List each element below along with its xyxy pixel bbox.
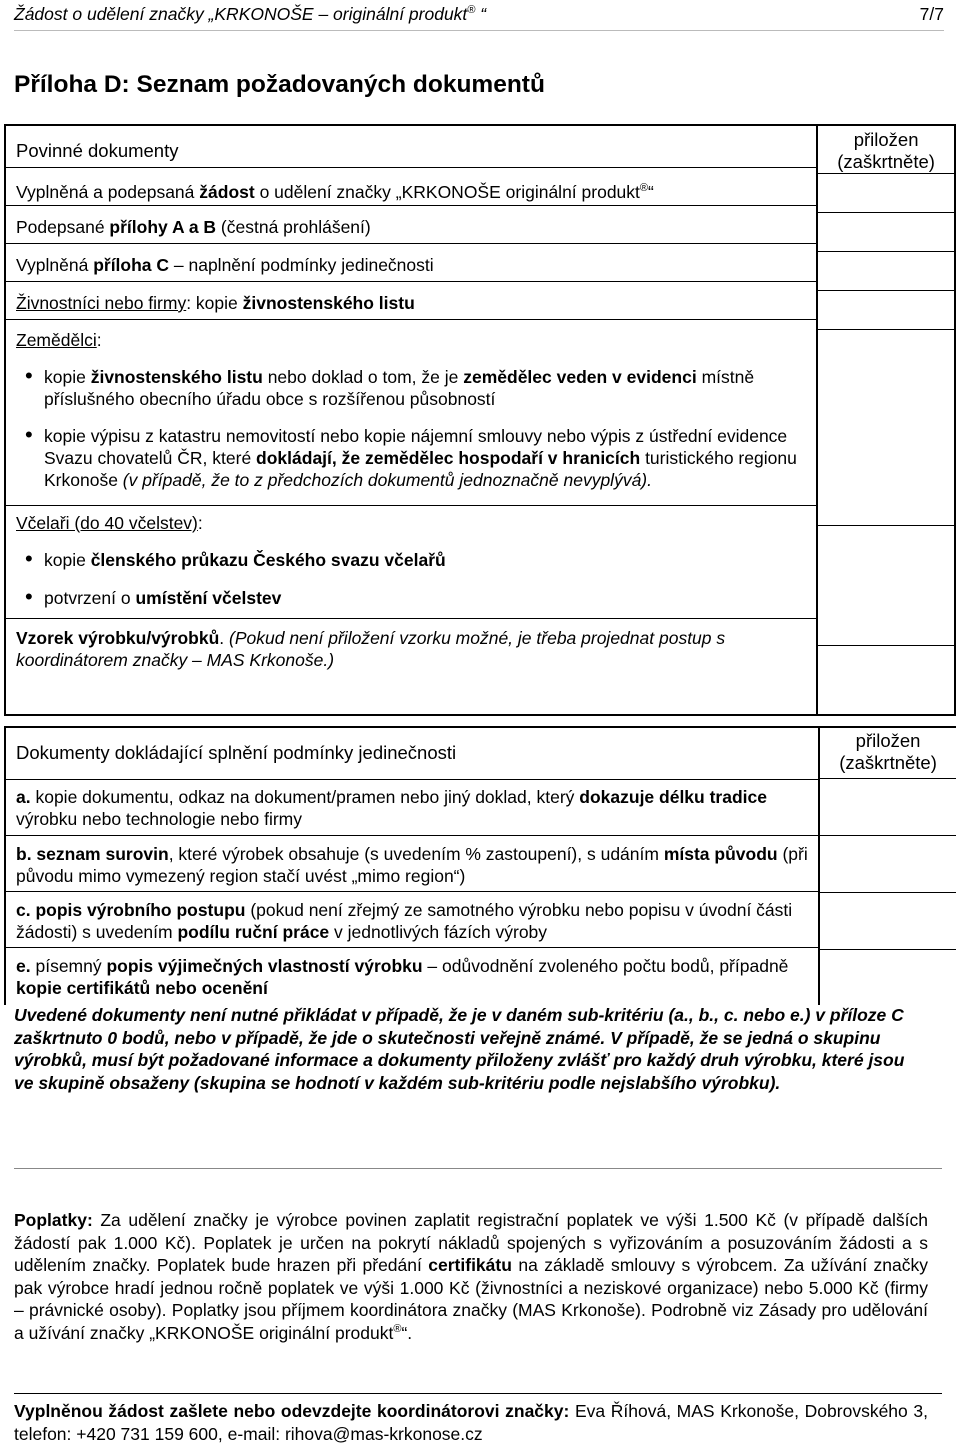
uniqueness-row: c. popis výrobního postupu (pokud není zřejmý ze samotného výrobku nebo popisu v úvodní části žádosti) s uvedením podílu ruční práce v jednotlivých fázích výroby xyxy=(6,892,818,948)
divider xyxy=(14,1168,942,1169)
note-paragraph: Uvedené dokumenty není nutné přikládat v případě, že je v daném sub-kritériu (a., b., c. nebo e.) v příloze C zaškrtnuto 0 bodů, nebo v případě, že jde o skutečnosti veřejně známé. V případě, že se jedná o skupinu výrobků, musí být požadované informace a dokumenty přiloženy zvlášť pro každý druh výrobku, které jsou ve skupině obsaženy (skupina se hodnotí v každém sub-kritériu podle nejslabšího výrobku). xyxy=(14,1005,905,1093)
mandatory-row: Živnostníci nebo firmy: kopie živnostenského listu xyxy=(6,282,816,320)
checkbox-cell[interactable] xyxy=(818,291,954,330)
uniqueness-documents-table xyxy=(4,726,956,1005)
check-instruction: (zaškrtněte) xyxy=(837,151,935,172)
uniqueness-list xyxy=(5,727,819,1005)
contact-paragraph: Vyplněnou žádost zašlete nebo odevzdejte koordinátorovi značky: Eva Říhová, MAS Krkonoše, Dobrovského 3, telefon: +420 731 159 600, e-mail: rihova@mas-krkonose.cz xyxy=(14,1401,928,1444)
page-header xyxy=(14,0,944,31)
attached-header xyxy=(818,126,954,174)
mandatory-list xyxy=(5,125,817,715)
uniqueness-row: a. kopie dokumentu, odkaz na dokument/pramen nebo jiný doklad, který dokazuje délku tradice výrobku nebo technologie nebo firmy xyxy=(6,780,818,836)
list-item: • kopie živnostenského listu nebo doklad o tom, že je zemědělec veden v evidenci místně příslušného obecního úřadu obce s rozšířenou působností xyxy=(16,366,806,410)
beekeepers-label: Včelaři (do 40 včelstev): xyxy=(16,513,203,533)
checkbox-cell[interactable] xyxy=(820,893,956,950)
mandatory-row: Podepsané přílohy A a B (čestná prohlášení) xyxy=(6,206,816,244)
farmers-section xyxy=(6,320,816,506)
uniqueness-row: e. písemný popis výjimečných vlastností výrobku – odůvodnění zvoleného počtu bodů, případně kopie certifikátů nebo ocenění xyxy=(16,956,789,998)
checkbox-cell[interactable] xyxy=(820,836,956,893)
mandatory-heading: Povinné dokumenty xyxy=(6,126,816,168)
checkbox-cell[interactable] xyxy=(818,213,954,252)
attached-label: přiložen xyxy=(855,730,921,751)
divider xyxy=(14,1393,942,1394)
beekeepers-section xyxy=(6,506,816,619)
checkbox-cell[interactable] xyxy=(818,646,954,714)
list-item: • kopie výpisu z katastru nemovitostí nebo kopie nájemní smlouvy nebo výpis z ústřední evidence Svazu chovatelů ČR, které dokládají, že zemědělec hospodaří v hranicích turistického regionu Krkonoše (v případě, že to z předchozích dokumentů jednoznačně nevyplývá). xyxy=(16,425,806,491)
annex-title: Příloha D: Seznam požadovaných dokumentů xyxy=(14,71,545,98)
uniqueness-row: b. seznam surovin, které výrobek obsahuje (s uvedením % zastoupení), s udáním místa původu (při původu mimo vymezený region stačí uvést „mimo region“) xyxy=(6,836,818,892)
attached-column xyxy=(819,727,956,1005)
checkbox-cell[interactable] xyxy=(818,252,954,291)
attached-header xyxy=(820,728,956,779)
fees-paragraph: Poplatky: Za udělení značky je výrobce povinen zaplatit registrační poplatek ve výši 1.500 Kč (v případě dalších žádostí pak 1.000 Kč). Poplatek je určen na pokrytí nákladů spojených s vyřizováním a posuzováním žádosti a s udělením značky. Poplatek bude hrazen při předání certifikátu na základě smlouvy s výrobcem. Za užívání značky pak výrobce hradí jednou ročně poplatek ve výši 1.000 Kč (živnostníci a neziskové organizace) nebo 5.000 Kč (firmy – právnické osoby). Poplatky jsou příjmem koordinátora značky (MAS Krkonoše). Podrobně viz Zásady pro udělování a užívání značky „KRKONOŠE originální produkt®“. xyxy=(14,1210,928,1343)
check-instruction: (zaškrtněte) xyxy=(839,752,937,773)
mandatory-documents-table xyxy=(4,124,956,716)
uniqueness-heading: Dokumenty dokládající splnění podmínky jedinečnosti xyxy=(6,728,818,780)
checkbox-cell[interactable] xyxy=(818,174,954,213)
list-item: • potvrzení o umístění včelstev xyxy=(16,587,806,609)
mandatory-row: Vyplněná příloha C – naplnění podmínky jedinečnosti xyxy=(6,244,816,282)
checkbox-cell[interactable] xyxy=(818,526,954,646)
checkbox-cell[interactable] xyxy=(820,779,956,836)
attached-column xyxy=(817,125,955,715)
document-title: Žádost o udělení značky „KRKONOŠE – originální produkt® “ xyxy=(14,4,487,24)
page-number: 7/7 xyxy=(919,4,944,24)
attached-label: přiložen xyxy=(853,129,919,150)
farmers-label: Zemědělci: xyxy=(16,330,102,350)
sample-row: Vzorek výrobku/výrobků. (Pokud není přiložení vzorku možné, je třeba projednat postup s koordinátorem značky – MAS Krkonoše.) xyxy=(16,628,726,670)
list-item: • kopie členského průkazu Českého svazu včelařů xyxy=(16,549,806,571)
mandatory-row: Vyplněná a podepsaná žádost o udělení značky „KRKONOŠE originální produkt®“ xyxy=(6,168,816,206)
checkbox-cell[interactable] xyxy=(820,950,956,1005)
checkbox-cell[interactable] xyxy=(818,330,954,526)
